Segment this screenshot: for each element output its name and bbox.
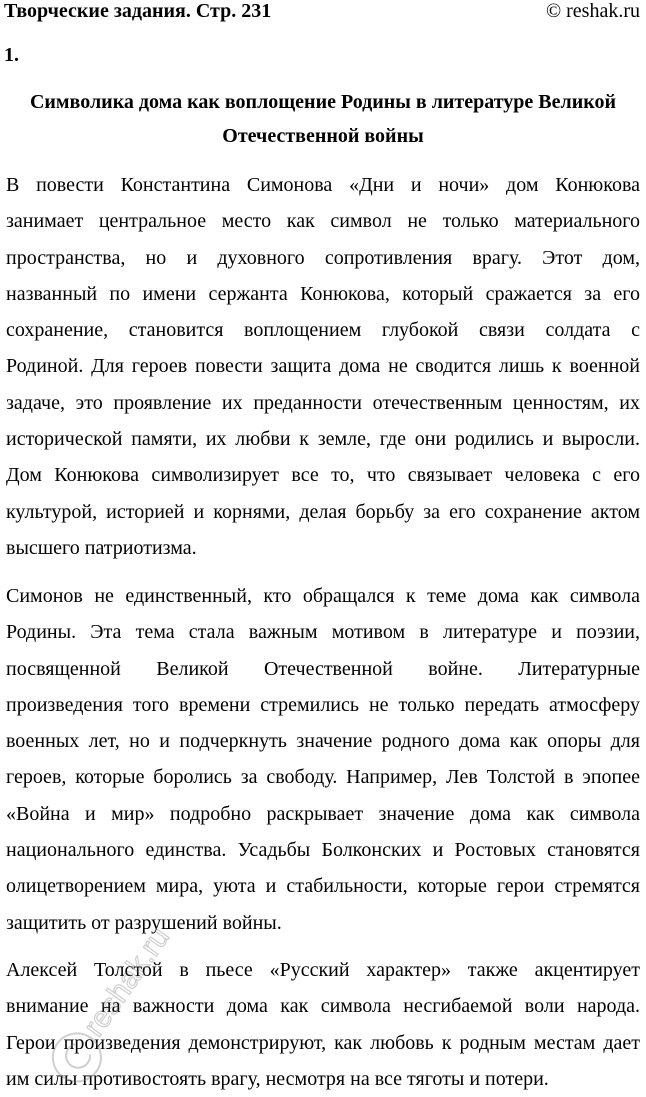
- header-title: Творческие задания. Стр. 231: [4, 0, 272, 22]
- paragraph-line: культурой, историей и корнями, делая борьбу за его сохранение актом: [6, 500, 640, 523]
- reshak-watermark-logo: [20, 921, 177, 1091]
- paragraph-line: им силы противостоять врагу, несмотря на все тяготы и потери.: [6, 1067, 549, 1090]
- paragraph-line: национального единства. Усадьбы Болконских и Ростовых становятся: [6, 839, 640, 862]
- paragraph-2: [6, 578, 640, 941]
- header-copyright: © reshak.ru: [545, 0, 640, 22]
- paragraph-line: внимание на важности дома как символа несгибаемой воли народа.: [6, 995, 640, 1018]
- svg-text:reshak.ru: reshak.ru: [77, 921, 177, 1043]
- paragraph-line: пространства, но и духовного сопротивления врагу. Этот дом,: [6, 246, 640, 269]
- task-number: 1.: [4, 44, 19, 66]
- paragraph-line: исторической памяти, их любви к земле, где они родились и выросли.: [6, 428, 640, 451]
- paragraph-line: посвященной Великой Отечественной войне. Литературные: [6, 657, 640, 680]
- paragraph-line: сохранение, становится воплощением глубокой связи солдата с: [6, 319, 640, 342]
- paragraph-line: Родины. Эта тема стала важным мотивом в литературе и поэзии,: [6, 621, 640, 644]
- paragraph-line: Алексей Толстой в пьесе «Русский характер» также акцентирует: [6, 959, 640, 981]
- paragraph-line: Дом Конюкова символизирует все то, что связывает человека с его: [6, 464, 640, 487]
- paragraph-line: В повести Константина Симонова «Дни и ночи» дом Конюкова: [6, 174, 640, 196]
- paragraph-line: героев, которые боролись за свободу. Например, Лев Толстой в эпопее: [6, 766, 640, 789]
- paragraph-line: произведения того времени стремились не только передать атмосферу: [6, 693, 640, 716]
- paragraph-line: Симонов не единственный, кто обращался к теме дома как символа: [6, 585, 640, 607]
- paragraph-line: названный по имени сержанта Конюкова, который сражается за его: [6, 282, 640, 305]
- title-line: Символика дома как воплощение Родины в литературе Великой: [29, 91, 617, 113]
- paragraph-line: Герои произведения демонстрируют, как любовь к родным местам дает: [6, 1031, 640, 1054]
- paragraph-1: [6, 167, 640, 566]
- paragraph-line: задаче, это проявление их преданности отечественным ценностям, их: [6, 391, 640, 414]
- paragraph-line: Родиной. Для героев повести защита дома не сводится лишь к военной: [6, 355, 640, 378]
- paragraph-line: «Война и мир» подробно раскрывает значение дома как символа: [6, 802, 640, 825]
- paragraph-line: высшего патриотизма.: [6, 536, 197, 559]
- paragraph-line: олицетворением мира, уюта и стабильности, которые герои стремятся: [6, 875, 640, 898]
- paragraph-line: военных лет, но и подчеркнуть значение родного дома как опоры для: [6, 730, 640, 753]
- paragraph-line: защитить от разрушений войны.: [6, 911, 282, 934]
- title-line: Отечественной войны: [222, 125, 424, 147]
- page-header: [4, 0, 640, 24]
- essay-title: [0, 85, 646, 153]
- paragraph-line: занимает центральное место как символ не только материального: [6, 210, 640, 233]
